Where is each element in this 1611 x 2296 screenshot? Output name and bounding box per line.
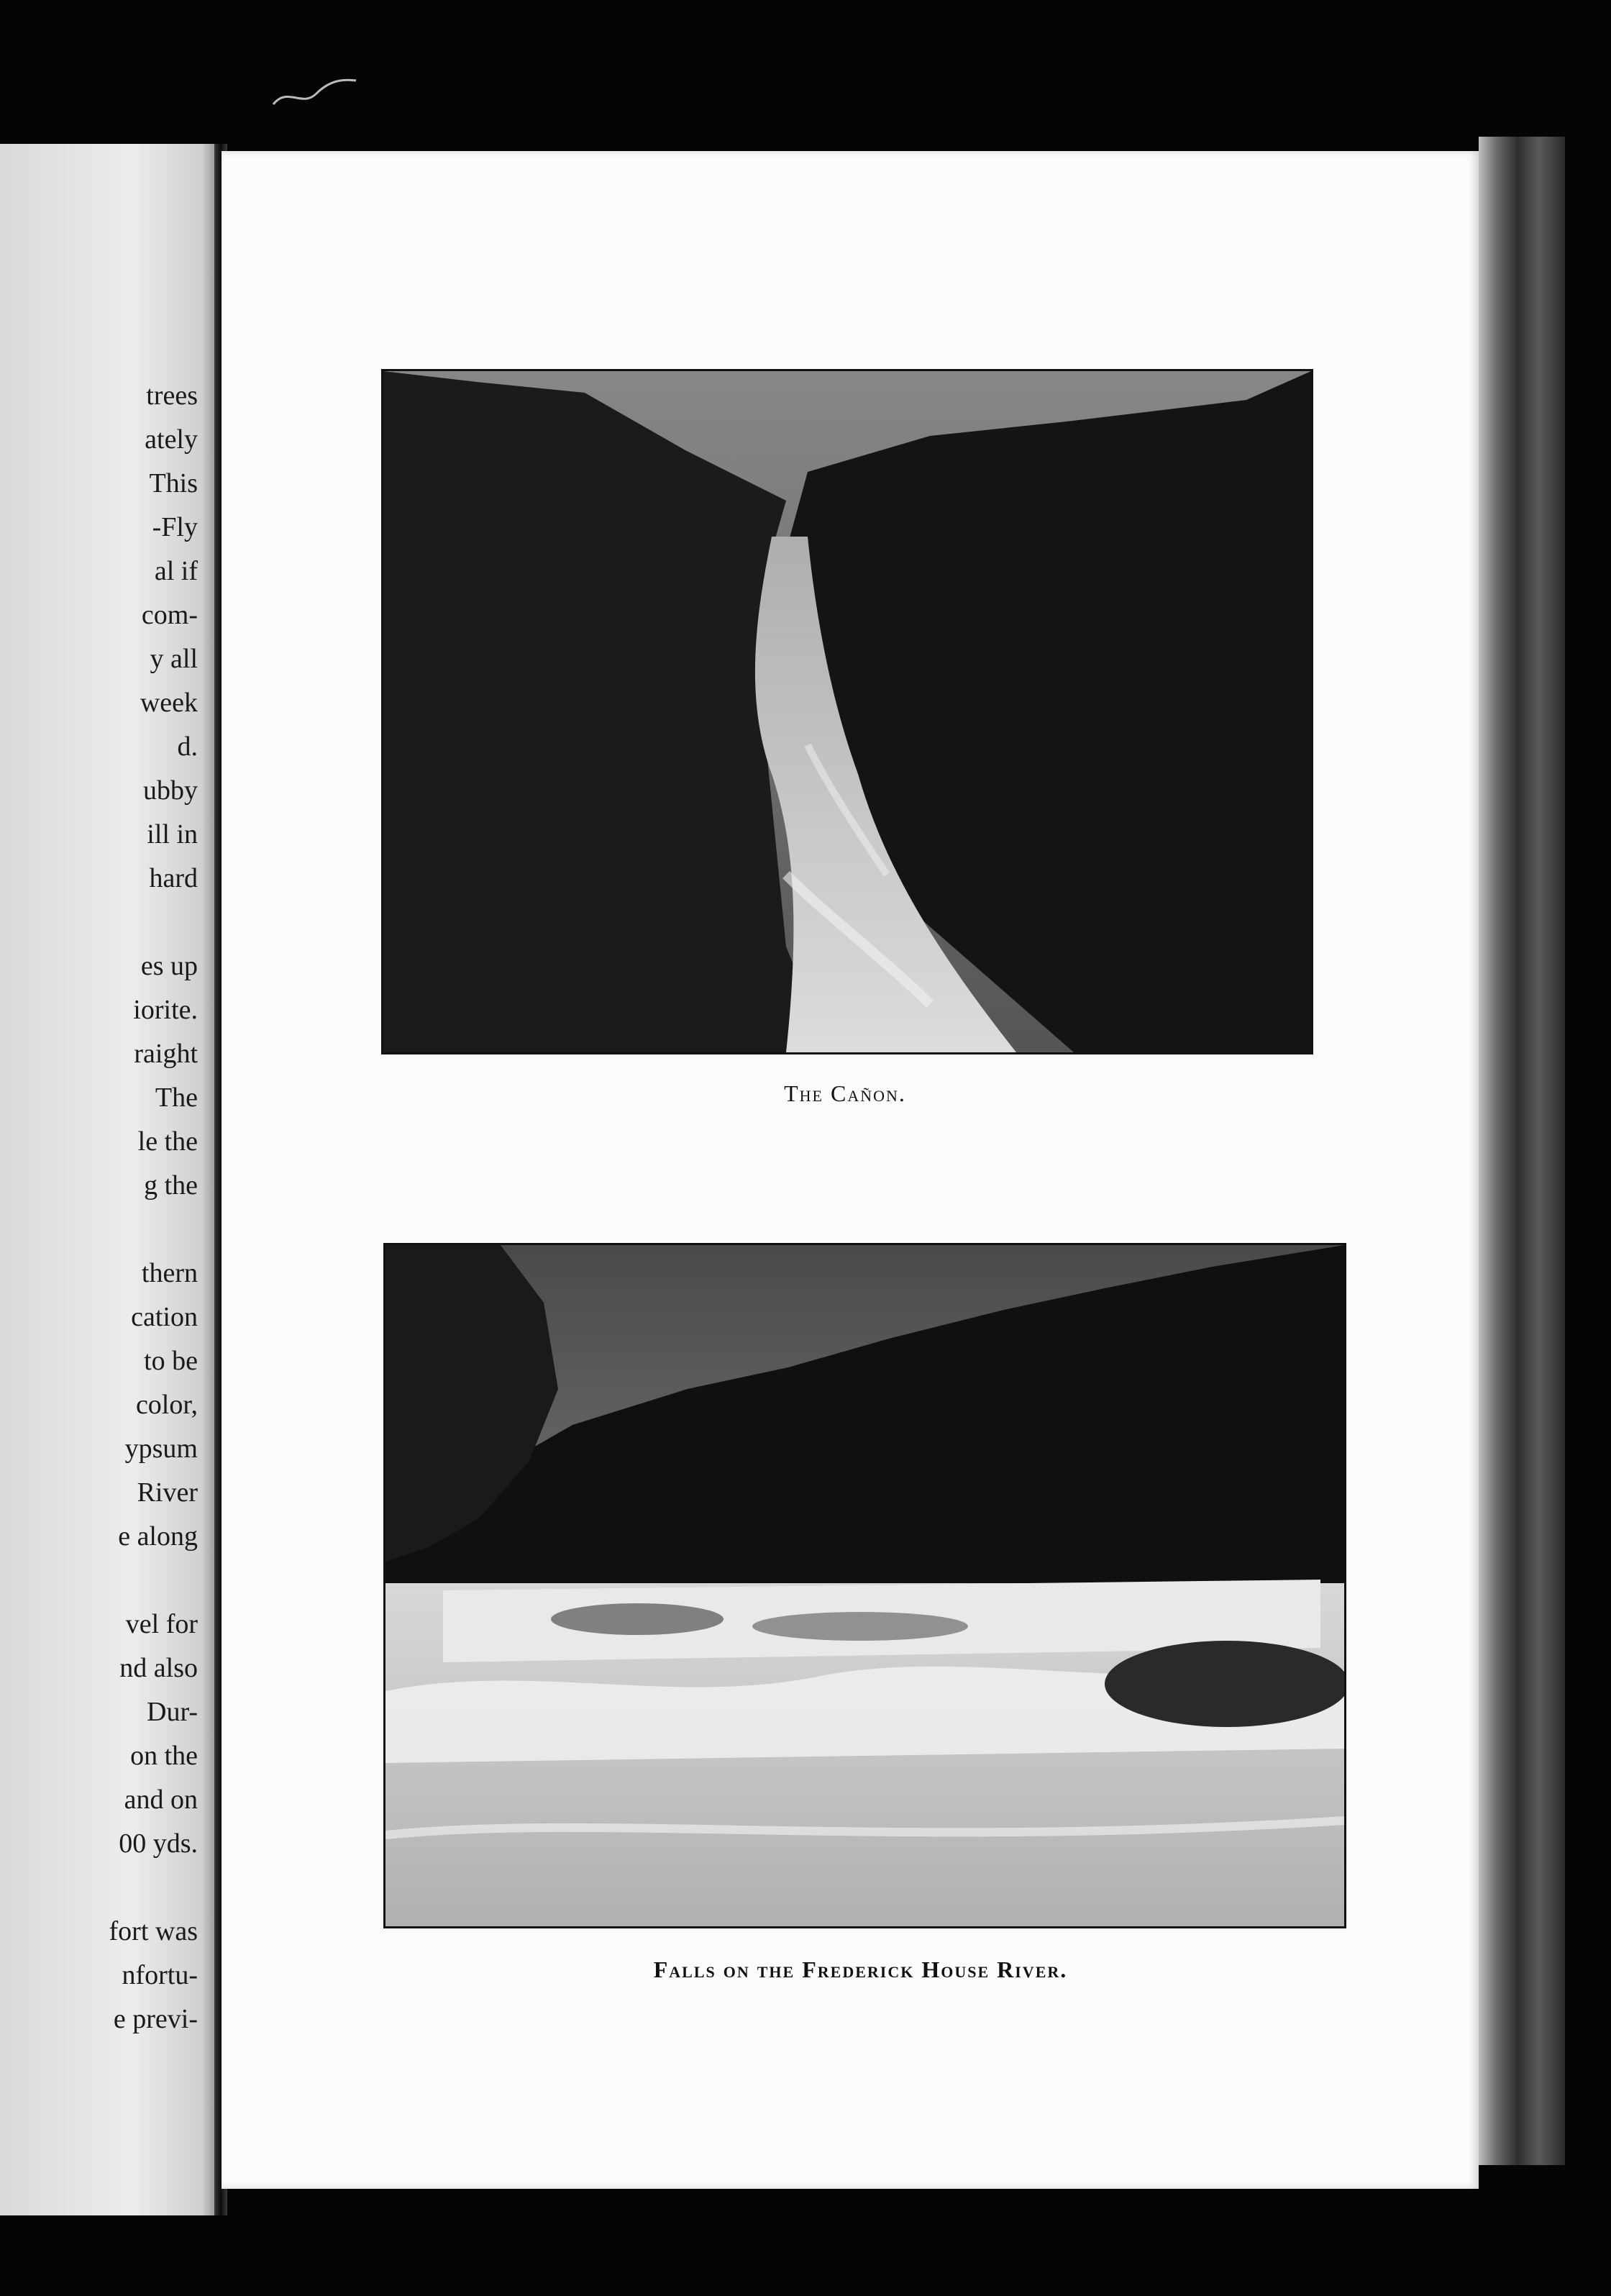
left-page-line: ypsum	[124, 1434, 198, 1464]
left-page-line: e previ-	[113, 2004, 198, 2034]
left-page-line: g the	[144, 1170, 198, 1201]
pencil-mark	[266, 72, 360, 115]
left-page-line: iorite.	[133, 995, 198, 1025]
falls-photo	[383, 1243, 1346, 1928]
left-page-line: thern	[141, 1258, 198, 1288]
left-page-line: to be	[144, 1346, 198, 1376]
canyon-photo	[381, 369, 1313, 1054]
left-page-line: com-	[141, 600, 198, 630]
left-page-line: fort was	[109, 1916, 198, 1946]
left-page-line: raight	[134, 1039, 198, 1069]
left-page-line: nd also	[119, 1653, 198, 1683]
left-page-line: This	[149, 468, 198, 498]
left-page-line: -Fly	[152, 512, 198, 542]
left-page-line: and on	[124, 1785, 198, 1815]
left-page-line: week	[140, 688, 198, 718]
right-page	[222, 151, 1479, 2189]
left-page-line: cation	[131, 1302, 198, 1332]
left-page-line	[0, 901, 198, 944]
left-page-line: ill in	[147, 819, 198, 849]
left-page-line: es up	[140, 951, 198, 981]
left-page-line: y all	[150, 644, 198, 674]
left-page-line	[0, 1559, 198, 1603]
left-page-line: 00 yds.	[119, 1828, 198, 1859]
left-page-line: trees	[146, 381, 198, 411]
left-page-line: le the	[137, 1126, 198, 1157]
left-page-line: e along	[118, 1521, 198, 1552]
left-page-line	[0, 1208, 198, 1252]
left-page-line: color,	[135, 1390, 198, 1420]
left-page-line: al if	[154, 556, 198, 586]
left-page-line: nfortu-	[122, 1960, 198, 1990]
bottom-figure-caption: Falls on the Frederick House River.	[653, 1956, 1068, 1982]
left-page-line: Dur-	[147, 1697, 198, 1727]
top-figure-caption: The Cañon.	[784, 1080, 906, 1106]
left-page-line: hard	[149, 863, 198, 893]
left-page-text	[0, 374, 198, 2041]
left-page-line: on the	[130, 1741, 198, 1771]
left-page-line: ately	[145, 424, 198, 455]
left-page-line: The	[155, 1083, 198, 1113]
page-stack-edge	[1479, 137, 1565, 2165]
left-page-line: ubby	[143, 775, 198, 806]
left-page	[0, 144, 219, 2215]
left-page-line: d.	[177, 732, 198, 762]
left-page-line: vel for	[125, 1609, 198, 1639]
left-page-line: River	[137, 1477, 198, 1508]
left-page-line	[0, 1866, 198, 1910]
